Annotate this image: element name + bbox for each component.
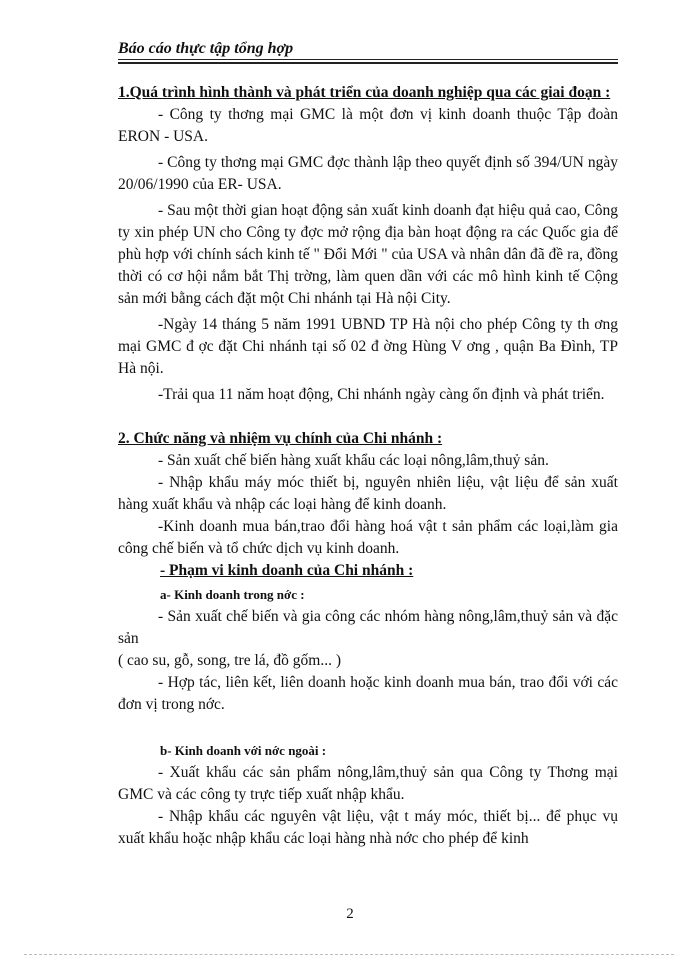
section-2-heading: 2. Chức năng và nhiệm vụ chính của Chi nhánh :: [118, 430, 443, 447]
section-1-paragraph: - Công ty thơng mại GMC đợc thành lập theo quyết định số 394/UN ngày 20/06/1990 của ER- USA.: [118, 154, 618, 193]
section-spacer: [118, 716, 618, 738]
foreign-paragraph: - Nhập khẩu các nguyên vật liệu, vật t máy móc, thiết bị... để phục vụ xuất khẩu hoặc nhập khẩu các loại hàng nhà nớc cho phép để kinh: [118, 808, 618, 847]
page-bottom-edge: [24, 954, 674, 955]
page-number: 2: [346, 906, 354, 922]
header-rule-thick: [118, 62, 618, 64]
section-1-heading: 1.Quá trình hình thành và phát triển của doanh nghiệp qua các giai đoạn :: [118, 84, 611, 101]
foreign-heading: b- Kinh doanh với nớc ngoài :: [160, 743, 327, 758]
section-1-paragraph: -Ngày 14 tháng 5 năm 1991 UBND TP Hà nội cho phép Công ty th ơng mại GMC đ ợc đặt Chi nhánh tại số 02 đ ờng Hùng V ơng , quận Ba Đình, TP Hà nội.: [118, 316, 618, 377]
domestic-paragraph: - Hợp tác, liên kết, liên doanh hoặc kinh doanh mua bán, trao đổi với các đơn vị trong nớc.: [118, 674, 618, 713]
domestic-note: ( cao su, gỗ, song, tre lá, đồ gốm... ): [118, 652, 341, 669]
domestic-heading: a- Kinh doanh trong nớc :: [160, 587, 305, 602]
section-1-paragraph: - Công ty thơng mại GMC là một đơn vị kinh doanh thuộc Tập đoàn ERON - USA.: [118, 106, 618, 145]
page-header: Báo cáo thực tập tổng hợp: [118, 40, 294, 57]
domestic-paragraph: - Sản xuất chế biến và gia công các nhóm hàng nông,lâm,thuỷ sản và đặc sản: [118, 608, 618, 647]
scope-heading: - Phạm vi kinh doanh của Chi nhánh :: [160, 562, 414, 579]
section-2-paragraph: - Sản xuất chế biến hàng xuất khẩu các loại nông,lâm,thuỷ sản.: [158, 452, 549, 469]
document-body: [118, 82, 618, 850]
header-rule-thin: [118, 59, 618, 60]
section-2-paragraph: -Kinh doanh mua bán,trao đổi hàng hoá vật t sản phẩm các loại,làm gia công chế biến và tổ chức dịch vụ kinh doanh.: [118, 518, 618, 557]
section-1-paragraph: -Trải qua 11 năm hoạt động, Chi nhánh ngày càng ổn định và phát triển.: [158, 386, 605, 403]
section-2-paragraph: - Nhập khẩu máy móc thiết bị, nguyên nhiên liệu, vật liệu để sản xuất hàng xuất khẩu và nhập các loại hàng để kinh doanh.: [118, 474, 618, 513]
section-spacer: [118, 406, 618, 428]
section-1-paragraph: - Sau một thời gian hoạt động sản xuất kinh doanh đạt hiệu quả cao, Công ty xin phép UN cho Công ty đợc mở rộng địa bàn hoạt động ra các Quốc gia để phù hợp với chính sách kinh tế " Đổi Mới " của USA và nhân dân đã đề ra, đồng thời có cơ hội nắm bắt Thị trờng, làm quen dần với các mô hình kinh tế Cộng sản mới bằng cách đặt một Chi nhánh tại Hà nội City.: [118, 202, 618, 307]
foreign-paragraph: - Xuất khẩu các sản phẩm nông,lâm,thuỷ sản qua Công ty Thơng mại GMC và các công ty trực tiếp xuất nhập khẩu.: [118, 764, 618, 803]
